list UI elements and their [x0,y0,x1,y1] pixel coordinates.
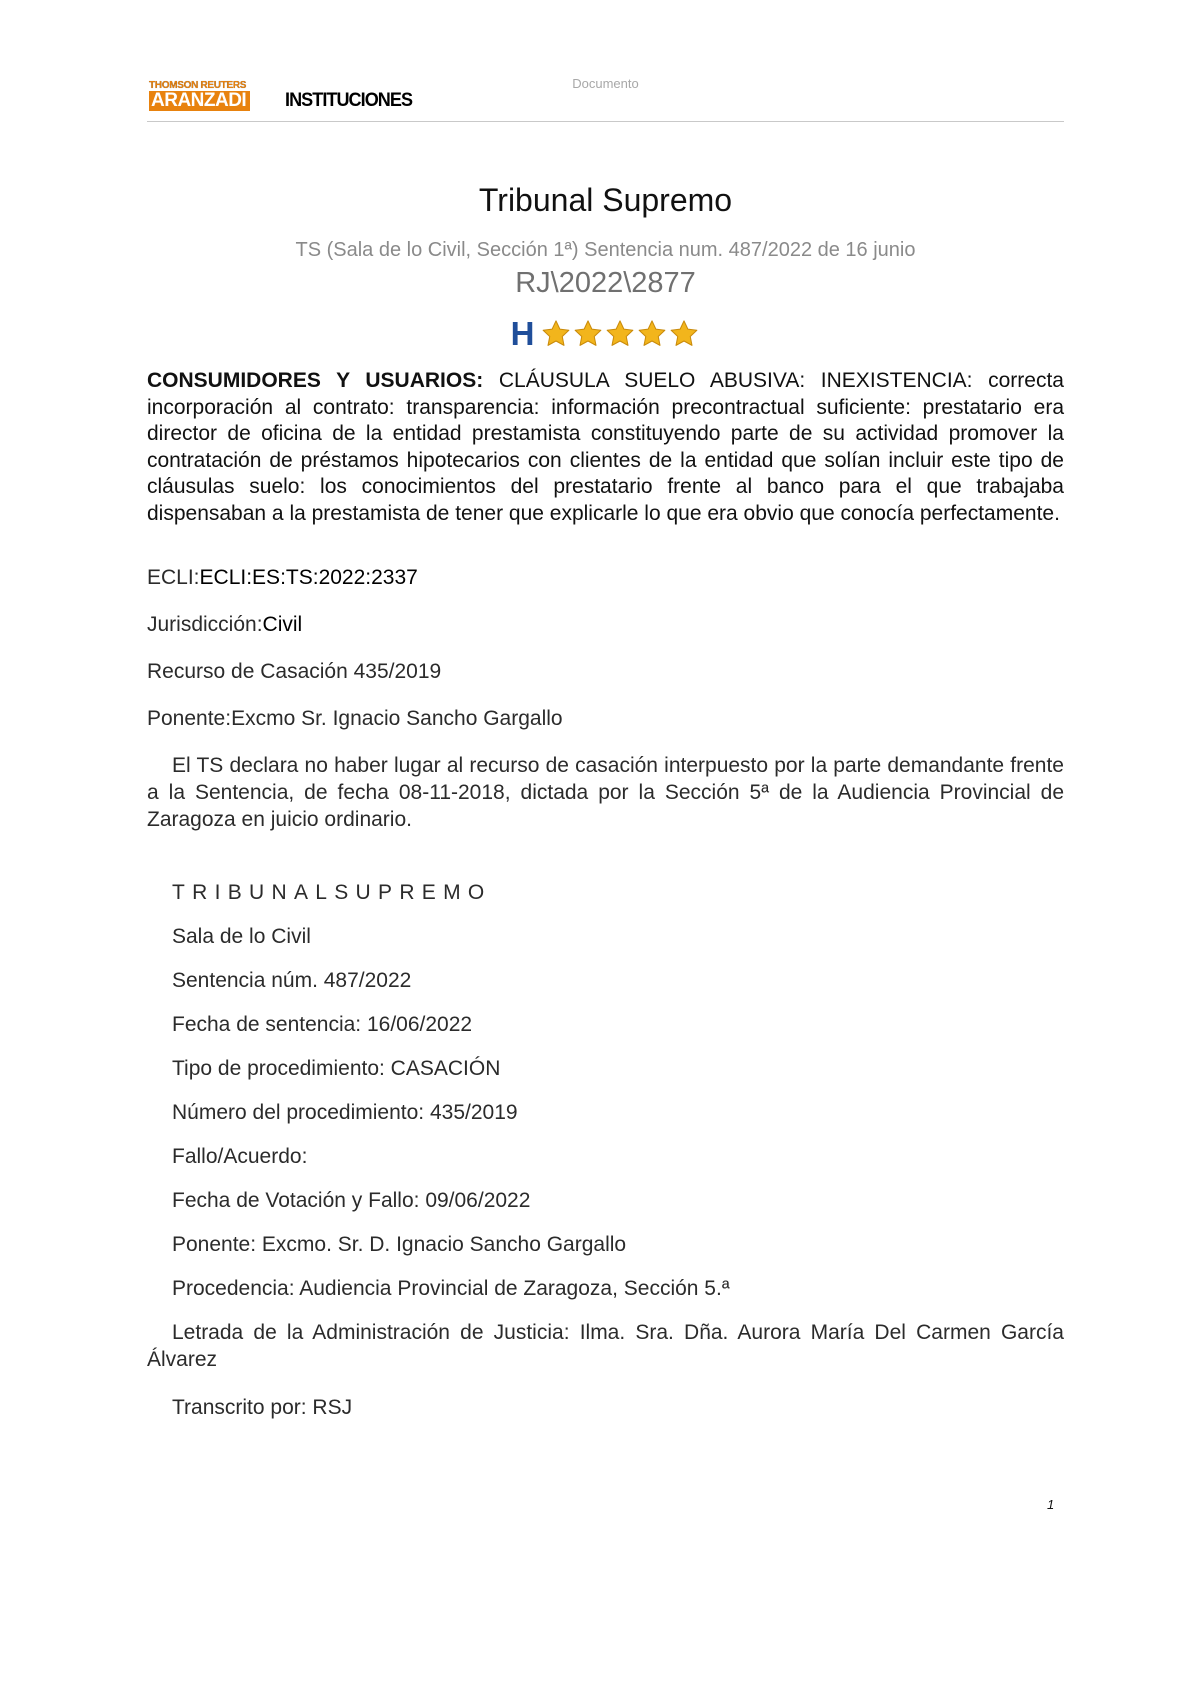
summary-keywords: CONSUMIDORES Y USUARIOS: [147,369,484,392]
jurisdiction-line [147,612,1064,638]
procedure-number-line: Número del procedimiento: 435/2019 [172,1101,518,1124]
star-icon [573,319,603,349]
reference-number: RJ\2022\2877 [515,267,696,299]
star-icon [541,319,571,349]
summary-paragraph [147,368,1064,527]
procedure-type-line: Tipo de procedimiento: CASACIÓN [172,1057,501,1080]
ecli-value: ECLI:ES:TS:2022:2337 [199,566,418,589]
origin-line: Procedencia: Audiencia Provincial de Zaragoza, Sección 5.ª [172,1277,730,1300]
sentence-number-line: Sentencia núm. 487/2022 [172,969,412,992]
abstract-paragraph: El TS declara no haber lugar al recurso de casación interpuesto por la parte demandante frente a la Sentencia, de fecha 08-11-2018, dictada por la Sección 5ª de la Audiencia Provincial de Zaragoza en juicio ordinario. [147,754,1064,831]
clerk-line: Letrada de la Administración de Justicia: Ilma. Sra. Dña. Aurora María Del Carmen García Álvarez [147,1321,1064,1371]
star-row [540,325,700,342]
sentence-date-line: Fecha de sentencia: 16/06/2022 [172,1013,473,1036]
court-title: Tribunal Supremo [478,182,733,218]
vote-date-line: Fecha de Votación y Fallo: 09/06/2022 [172,1189,531,1212]
appeal-line: Recurso de Casación 435/2019 [147,660,442,683]
logo-main-text: ARANZADI [149,91,250,111]
sentence-subtitle: TS (Sala de lo Civil, Sección 1ª) Sentencia num. 487/2022 de 16 junio [295,239,916,261]
jurisdiction-value: Civil [262,613,303,636]
ruling-line: Fallo/Acuerdo: [172,1145,308,1168]
document-label: Documento [572,76,639,91]
body-rapporteur-line: Ponente: Excmo. Sr. D. Ignacio Sancho Gargallo [172,1233,627,1256]
ecli-line [147,565,1064,591]
ecli-label: ECLI: [147,566,200,589]
chamber-line: Sala de lo Civil [172,925,311,948]
star-icon [637,319,667,349]
star-icon [669,319,699,349]
document-page [147,0,1064,1698]
transcribed-line: Transcrito por: RSJ [172,1396,353,1419]
jurisdiction-label: Jurisdicción: [147,613,263,636]
star-icon [605,319,635,349]
summary-text: CLÁUSULA SUELO ABUSIVA: INEXISTENCIA: correcta incorporación al contrato: transparencia: información precontractual suficiente: prestatario era director de oficina de la entidad prestamista constituyendo parte de su actividad promover la contratación de préstamos hipotecarios con clientes de la entidad que solían incluir este tipo de cláusulas suelo: los conocimientos del prestatario frente al banco para el que trabajaba dispensaban a la prestamista de tener que explicarle lo que era obvio que conocía perfectamente. [147,369,1064,525]
court-header-line: TRIBUNALSUPREMO [172,881,492,904]
logo-top-text: THOMSON REUTERS [149,80,247,91]
relevance-rating [147,315,1064,355]
rapporteur-line: Ponente:Excmo Sr. Ignacio Sancho Gargallo [147,707,563,730]
relevance-letter: H [510,315,535,352]
logo-sub-text: INSTITUCIONES [285,90,413,111]
document-header [147,76,1064,122]
page-number: 1 [1047,1497,1055,1512]
